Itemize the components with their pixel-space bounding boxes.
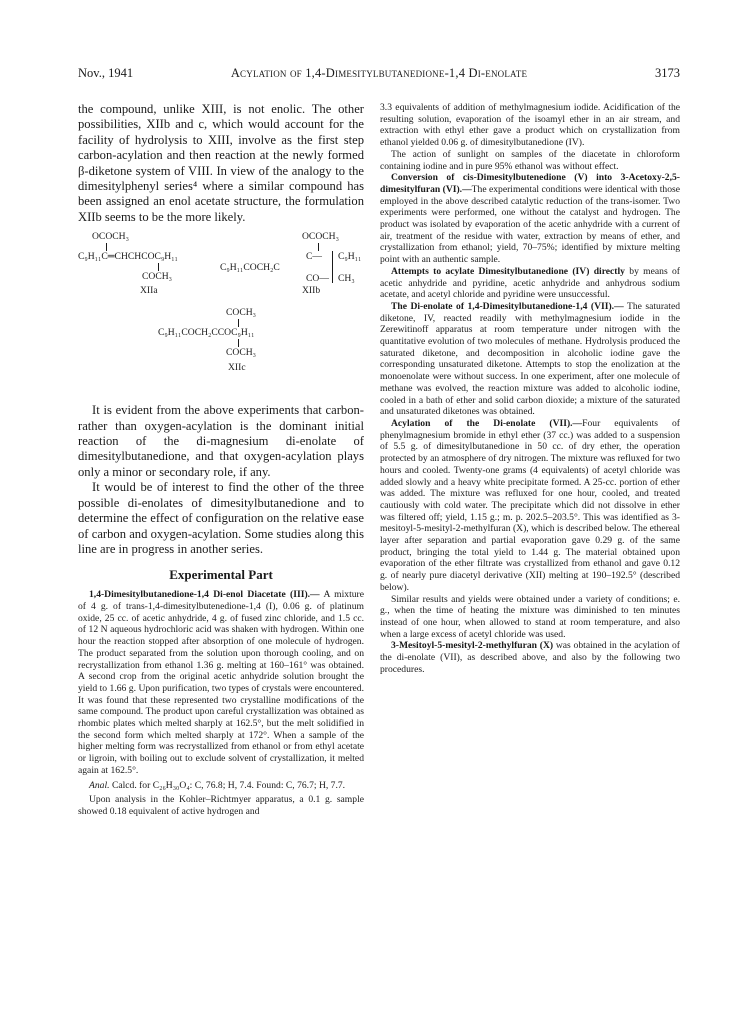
bond-line <box>238 319 239 327</box>
paragraph-body: by means of acetic anhydride and pyridine, acetic anhydride and anhydrous sodium acetate, and acetyl chloride and pyridine were unsuccessful. <box>380 265 680 301</box>
paragraph <box>78 589 364 776</box>
section-title: Experimental Part <box>169 567 273 583</box>
running-header <box>78 66 680 82</box>
run-in-heading: The Di-enolate of 1,4-Dimesitylbutanedione-1,4 (VII).— <box>391 300 624 312</box>
formula-xiic-top: COCH₃ <box>226 307 256 319</box>
paragraph <box>380 172 680 266</box>
run-in-heading: 1,4-Dimesitylbutanedione-1,4 Di-enol Diacetate (III).— <box>89 589 320 601</box>
ring-bracket <box>332 251 333 283</box>
analysis-body: Calcd. for C₂₆H₃₀O₄: C, 76.8; H, 7.4. Found: C, 76.7; H, 7.7. <box>111 779 346 791</box>
bond-line <box>106 243 107 251</box>
formula-xiib-label: XIIb <box>302 285 321 297</box>
formula-xiia-top: OCOCH₃ <box>92 231 129 243</box>
paragraph-body: was obtained in the acylation of the di-enolate (VII), as described above, and also by the following two procedures. <box>380 640 680 675</box>
paragraph: the compound, unlike XIII, is not enolic. The other possibilities, XIIb and c, which would account for the facility of hydrolysis to XIII, involve as the first step carbon-acylation and then reaction at the newly formed β-diketone system of VIII. In view of the analogy to the dimesitylphenyl series⁴ where a similar compound has been assigned an enol acetate structure, the formulation XIIb seems to be the more likely. <box>78 102 364 224</box>
paragraph: The action of sunlight on samples of the diacetate in chloroform containing iodine and in pure 95% ethanol was without effect. <box>380 148 680 172</box>
paragraph: It is evident from the above experiments that carbon- rather than oxygen-acylation is the dominant initial reaction of the di-magnesium di-enolate of dimesitylbutanedione, and that oxygen-acylation plays only a minor or secondary role, if any. <box>78 403 364 479</box>
header-date: Nov., 1941 <box>78 66 134 80</box>
formula-xiib-c: C— <box>306 251 322 263</box>
paragraph-body: Four equivalents of phenylmagnesium bromide in ethyl ether (37 cc.) was added to a suspension of 5.5 g. of dimesitylbutanedione in 50 cc. of dry ether, the operation protected by an atmosphere of dry nitrogen. The mixture was refluxed for two hours and cooled. Twenty-one grams (4 equivalents) of acetyl chloride was added slowly and a heavy white precipitate formed. A 25-cc. portion of ether was added. The mixture was refluxed for one hour, cooled, and treated cautiously with cold water. The precipitate which did not dissolve in ether was filtered off; yield, 1.15 g.; m. p. 202.5–203.5°. This was identified as 3-mesitoyl-5-mesityl-2-methylfuran (X), which is described below. The ethereal layer after separation and partial evaporation gave 0.29 g. of the same product, bringing the total yield to 1.44 g. The material obtained upon evaporation of the ether filtrate was crystallized from ethanol and gave 0.12 g. of nearly pure diacetyl derivative (XII) melting at 190–192.5° (described below). <box>380 417 680 593</box>
paragraph <box>380 640 680 675</box>
run-in-heading: Acylation of the Di-enolate (VII).— <box>391 417 583 429</box>
formula-xiib-co: CO— <box>306 273 329 285</box>
analysis-line <box>78 780 364 792</box>
formula-xiic-label: XIIc <box>228 362 246 374</box>
paragraph-body: The experimental conditions were identical with those employed in the above described catalytic reduction of the trans-isomer. Two experiments were performed, one without the catalyst and hydrogen. The product was isolated by evaporation of the acetic anhydride with a current of air, treatment of the residue with water, extraction by means of ether, and crystallization from ethanol; yield, 70–75%; identified by mixture melting point with an authentic sample. <box>380 183 681 266</box>
header-title: Acylation of 1,4-Dimesitylbutanedione-1,4 Di-enolate <box>230 66 528 80</box>
page-number: 3173 <box>655 66 680 80</box>
bond-line <box>158 263 159 271</box>
formula-xiib-left: C₉H₁₁COCH₂C <box>220 262 280 274</box>
run-in-heading: Conversion of cis-Dimesitylbutenedione (V) into 3-Acetoxy-2,5-dimesitylfuran (VI).— <box>380 172 680 195</box>
formula-xiib-r1: C₉H₁₁ <box>338 251 362 263</box>
analysis-label: Anal. <box>89 779 110 791</box>
paragraph-body: A mixture of 4 g. of trans-1,4-dimesitylbutenedione-1,4 (I), 0.06 g. of platinum oxide, 25 cc. of acetic anhydride, 4 g. of fused zinc chloride, and 1.5 cc. of 12 N aqueous hydrochloric acid was shaken with hydrogen. Within one hour the reaction stopped after absorption of one molecule of hydrogen. The product separated from the solution upon thorough cooling, and on recrystallization from ethanol 1.36 g. melting at 160–161° was obtained. A second crop from the original acetic anhydride solution brought the yield to 1.66 g. Upon purification, two types of crystals were encountered. It was found that these represented two crystalline modifications of the same compound. The product upon careful crystallization was obtained as rhombic plates which melted sharply at 162.5°, but the melt solidified in the second form which melted sharply at 172°. When a sample of the higher melting form was recrystallized from ethanol or from ethyl acetate or ligroin, with boiling out to exclude solvent of crystallization, it melted again at 162.5°. <box>78 589 365 776</box>
paragraph <box>380 301 680 418</box>
bond-line <box>318 243 319 251</box>
formula-xiic-main: C₉H₁₁COCH₂CCOC₉H₁₁ <box>158 327 255 339</box>
paragraph: It would be of interest to find the other of the three possible di-enolates of dimesitylbutanedione and to determine the effect of configuration on the relative ease of carbon and oxygen-acylation. Some studies along this line are in progress in another series. <box>78 480 364 556</box>
formula-xiia-bottom: COCH₃ <box>142 271 172 283</box>
paragraph-body: The saturated diketone, IV, reacted readily with methylmagnesium iodide in the Zerewitinoff apparatus at room temperature under nitrogen with the quantitative evolution of two molecules of methane. Hydrolysis produced the saturated diketone, and decomposition in alcoholic iodine gave the corresponding unsaturated diketone. Attempts to stop the enolization at the monoenolate were without success. In one experiment, after one molecule of methane was evolved, the reaction mixture was added to alcoholic iodine, cooled in a bath of ether and solid carbon dioxide; a mixture of the saturated and unsaturated diketones was obtained. <box>380 300 680 418</box>
paragraph: 3.3 equivalents of addition of methylmagnesium iodide. Acidification of the resulting solution, evaporation of the isoamyl ether in an air stream, and extraction with ethyl ether gave a product which on crystallization from ethanol yielded 0.06 g. of dimesitylbutanedione (IV). <box>380 102 680 149</box>
right-column <box>380 102 680 675</box>
paragraph <box>380 418 680 594</box>
formula-xiia-main: C₉H₁₁C═CHCHCOC₉H₁₁ <box>78 251 178 263</box>
formula-xiic-bottom: COCH₃ <box>226 347 256 359</box>
formula-xiib-top: OCOCH₃ <box>302 231 339 243</box>
left-column <box>78 102 364 818</box>
run-in-heading: 3-Mesitoyl-5-mesityl-2-methylfuran (X) <box>391 640 554 652</box>
structural-formulas <box>78 229 364 397</box>
run-in-heading: Attempts to acylate Dimesitylbutanedione (IV) directly <box>391 265 625 277</box>
paragraph <box>380 266 680 301</box>
paragraph: Upon analysis in the Kohler–Richtmyer apparatus, a 0.1 g. sample showed 0.18 equivalent of active hydrogen and <box>78 794 364 817</box>
formula-xiib-r2: CH₃ <box>338 273 355 285</box>
bond-line <box>238 339 239 347</box>
formula-xiia-label: XIIa <box>140 285 158 297</box>
paragraph: Similar results and yields were obtained under a variety of conditions; e. g., when the time of heating the mixture was diminished to ten minutes instead of one hour, when allowed to stand at room temperature, and also when a large excess of acetyl chloride was used. <box>380 593 680 640</box>
